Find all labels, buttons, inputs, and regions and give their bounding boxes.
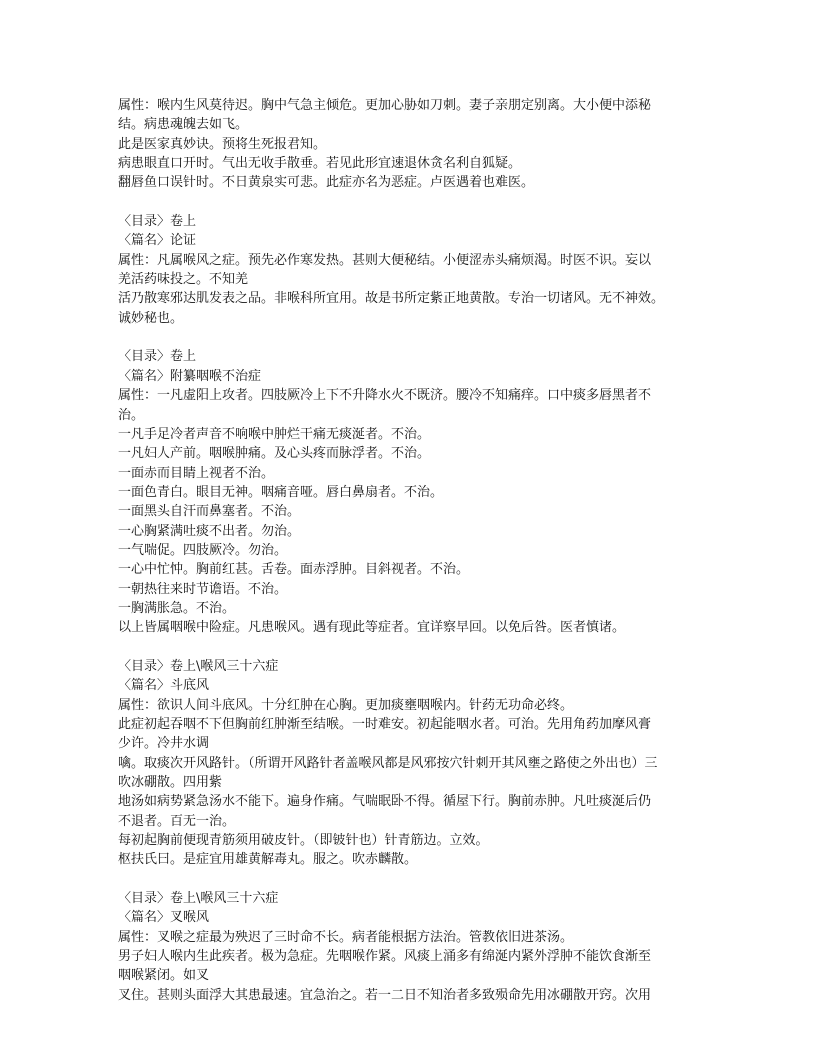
text-line: 咽喉紧闭。如叉	[118, 968, 210, 984]
text-line: 翻唇鱼口误针时。不日黄泉实可悲。此症亦名为恶症。卢医遇着也难医。	[118, 175, 535, 191]
text-line: 噙。取痰次开风路针。（所谓开风路针者盖喉风都是风邪按穴针刺开其风壅之路使之外出也）三	[118, 755, 658, 771]
text-line: 叉住。甚则头面浮大其患最速。宜急治之。若一二日不知治者多致殒命先用冰硼散开窍。次用	[118, 987, 652, 1003]
text-line: 枢扶氏曰。是症宜用雄黄解毒丸。服之。吹赤麟散。	[118, 852, 418, 868]
text-line: 一面赤而目睛上视者不治。	[118, 465, 275, 481]
text-line: 结。病患魂魄去如飞。	[118, 117, 249, 133]
text-line: 活乃散寒邪达肌发表之品。非喉科所宜用。故是书所定紫正地黄散。专治一切诸风。无不神效。	[118, 291, 665, 307]
document-section	[118, 889, 718, 1005]
text-line: 一朝热往来时节谵语。不治。	[118, 581, 288, 597]
text-line: 一凡手足冷者声音不响喉中肿烂干痛无痰涎者。不治。	[118, 426, 431, 442]
text-line: 〈目录〉卷上\喉风三十六症	[118, 891, 279, 907]
text-line: 属性：喉内生风莫待迟。胸中气急主倾危。更加心胁如刀刺。妻子亲朋定别离。大小便中添秘	[118, 98, 652, 113]
text-line: 〈目录〉卷上\喉风三十六症	[118, 658, 279, 674]
text-line: 属性：凡属喉风之症。预先必作寒发热。甚则大便秘结。小便涩赤头痛烦渴。时医不识。妄以	[118, 252, 652, 268]
section-spacer	[118, 870, 718, 889]
text-line: 治。	[118, 407, 145, 423]
text-line: 属性：欲识人间斗底风。十分红肿在心胸。更加痰壅咽喉内。针药无功命必终。	[118, 697, 574, 713]
text-line: 属性：一凡虚阳上攻者。四肢厥冷上下不升降水火不既济。腰冷不知痛痒。口中痰多唇黑者不	[118, 388, 652, 404]
section-spacer	[118, 638, 718, 657]
text-line: 地汤如病势紧急汤水不能下。遍身作痛。气喘眠卧不得。循屋下行。胸前赤肿。凡吐痰涎后仍	[118, 794, 652, 810]
text-line: 病患眼直口开时。气出无收手散垂。若见此形宜速退休贪名利自狐疑。	[118, 156, 522, 172]
section-spacer	[118, 193, 718, 212]
text-line: 此是医家真妙诀。预将生死报君知。	[118, 136, 327, 152]
text-line: 以上皆属咽喉中险症。凡患喉风。遇有现此等症者。宜详察早回。以免后咎。医者慎诸。	[118, 620, 626, 636]
text-line: 〈篇名〉论证	[118, 233, 197, 249]
text-line: 〈目录〉卷上	[118, 349, 197, 365]
document-section	[118, 96, 718, 193]
document-section	[118, 347, 718, 637]
document-page	[118, 96, 718, 1005]
text-line: 一面黑头自汗而鼻塞者。不治。	[118, 504, 301, 520]
text-line: 属性：叉喉之症最为殃迟了三时命不长。病者能根据方法治。管教依旧进茶汤。	[118, 929, 574, 945]
text-line: 一胸满胀急。不治。	[118, 600, 236, 616]
text-line: 少许。冷井水调	[118, 736, 210, 752]
text-line: 吹冰硼散。四用紫	[118, 775, 223, 791]
document-section	[118, 657, 718, 870]
text-line: 羌活药味投之。不知羌	[118, 272, 249, 288]
text-line: 诚妙秘也。	[118, 310, 184, 326]
text-line: 一心中忙忡。胸前红甚。舌卷。面赤浮肿。目斜视者。不治。	[118, 562, 470, 578]
text-line: 男子妇人喉内生此疾者。极为急症。先咽喉作紧。风痰上涌多有绵涎内紧外浮肿不能饮食渐至	[118, 949, 652, 965]
text-line: 一凡妇人产前。咽喉肿痛。及心头疼而脉浮者。不治。	[118, 446, 431, 462]
text-line: 一气喘促。四肢厥冷。勿治。	[118, 542, 288, 558]
text-line: 〈篇名〉叉喉风	[118, 910, 210, 926]
document-section	[118, 212, 718, 328]
text-line: 〈篇名〉附纂咽喉不治症	[118, 368, 262, 384]
text-line: 〈篇名〉斗底风	[118, 678, 210, 694]
text-line: 每初起胸前便现青筋须用破皮针。（即铍针也）针青筋边。立效。	[118, 833, 489, 849]
text-line: 〈目录〉卷上	[118, 214, 197, 230]
text-line: 此症初起吞咽不下但胸前红肿渐至结喉。一时难安。初起能咽水者。可治。先用角药加摩风膏	[118, 717, 652, 732]
text-line: 一面色青白。眼目无神。咽痛音哑。唇白鼻扇者。不治。	[118, 484, 444, 500]
text-line: 不退者。百无一治。	[118, 813, 236, 829]
section-spacer	[118, 328, 718, 347]
text-line: 一心胸紧满吐痰不出者。勿治。	[118, 523, 301, 539]
